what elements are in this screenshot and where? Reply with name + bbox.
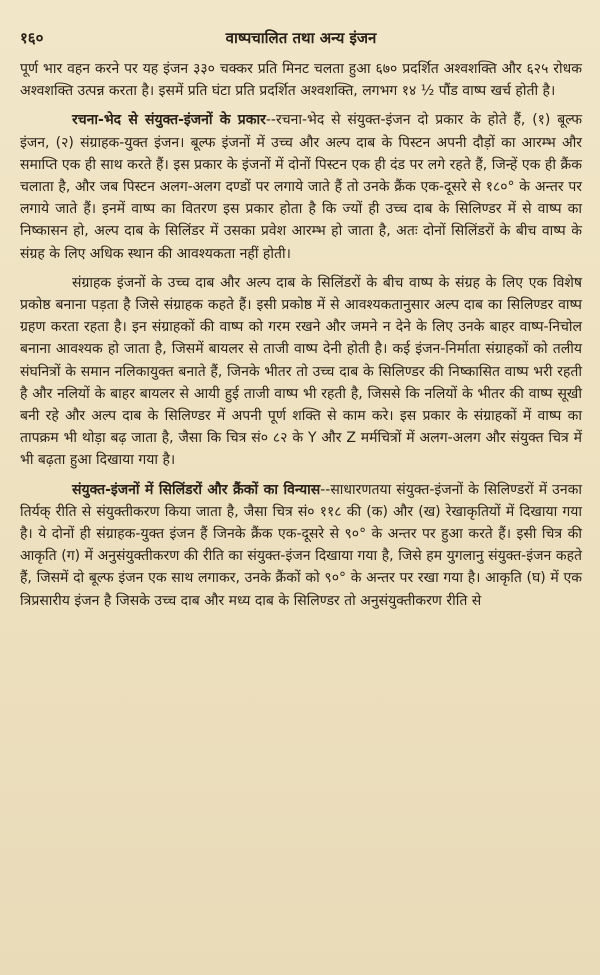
page-number: १६०: [20, 29, 44, 47]
paragraph-4: [20, 479, 582, 612]
page-header: [20, 28, 582, 58]
paragraph-3: [20, 272, 582, 472]
paragraph-4-text: --साधारणतया संयुक्त-इंजनों के सिलिण्डरों में उनका तिर्यक् रीति से संयुक्तीकरण किया जाता है, जैसा चित्र सं० ११८ की (क) और (ख) रेखाकृतियों में दिखाया गया है। ये दोनों ही संग्राहक-युक्त इंजन हैं जिनके क्रैंक एक-दूसरे से ९०° के अन्तर पर हुआ करते हैं। इसी चित्र की आकृति (ग) में अनुसंयुक्तीकरण की रीति का संयुक्त-इंजन दिखाया गया है, जिसे हम युगलानु संयुक्त-इंजन कहते हैं, जिसमें दो बूल्फ इंजन एक साथ लगाकर, उनके क्रैंकों को ९०° के अन्तर पर रखा गया है। आकृति (घ) में एक त्रिप्रसारीय इंजन है जिसके उच्च दाब और मध्य दाब के सिलिण्डर तो अनुसंयुक्तीकरण रीति से: [20, 481, 582, 609]
section-heading-cylinder-arrangement: संयुक्त-इंजनों में सिलिंडरों और क्रैंकों का विन्यास: [72, 481, 321, 498]
paragraph-2: [20, 109, 582, 264]
section-heading-construction-types: रचना-भेद से संयुक्त-इंजनों के प्रकार: [72, 112, 266, 129]
running-title: वाष्पचालित तथा अन्य इंजन: [225, 29, 377, 47]
paragraph-3-text: संग्राहक इंजनों के उच्च दाब और अल्प दाब के सिलिंडरों के बीच वाष्प के संग्रह के लिए एक विशेष प्रकोष्ठ बनाना पड़ता है जिसे संग्राहक कहते हैं। इसी प्रकोष्ठ में से आवश्यकतानुसार अल्प दाब का सिलिण्डर वाष्प ग्रहण करता रहता है। इन संग्राहकों की वाष्प को गरम रखने और जमने न देने के लिए उनके बाहर वाष्प-निचोल बनाना आवश्यक हो जाता है, जिसमें बायलर से ताजी वाष्प देनी होती है। कई इंजन-निर्माता संग्राहकों को तलीय संघनित्रों के समान नलिकायुक्त बनाते हैं, जिनके भीतर तो उच्च दाब के सिलिण्डर की निष्कासित वाष्प भरी रहती है और नलियों के बाहर बायलर से आयी हुई ताजी वाष्प भी रहती है, जिससे कि नलियों के भीतर की वाष्प सूखी बनी रहे और अल्प दाब के सिलिण्डर में अपनी पूर्ण शक्ति से काम करे। इस प्रकार के संग्राहकों में वाष्प का तापक्रम भी थोड़ा बढ़ जाता है, जैसा कि चित्र सं० ८२ के Y और Z मर्मचित्रों में अलग-अलग और संयुक्त चित्र में भी बढ़ता हुआ दिखाया गया है।: [20, 274, 582, 469]
paragraph-1: [20, 58, 582, 102]
body-text: [20, 58, 582, 612]
paragraph-1-text: पूर्ण भार वहन करने पर यह इंजन ३३० चक्कर प्रति मिनट चलता हुआ ६७० प्रदर्शित अश्वशक्ति और ६२५ रोधक अश्वशक्ति उत्पन्न करता है। इसमें प्रति घंटा प्रति प्रदर्शित अश्वशक्ति, लगभग १४ ½ पौंड वाष्प खर्च होती है।: [20, 61, 582, 100]
paragraph-2-text: --रचना-भेद से संयुक्त-इंजन दो प्रकार के होते हैं, (१) बूल्फ इंजन, (२) संग्राहक-युक्त इंजन। बूल्फ इंजनों में उच्च और अल्प दाब के पिस्टन अपनी दौड़ों का आरम्भ और समाप्ति एक ही साथ करते हैं। इस प्रकार के इंजनों में दोनों पिस्टन एक ही दंड पर लगे रहते हैं, जिन्हें एक ही क्रैंक चलाता है, और जब पिस्टन अलग-अलग दण्डों पर लगाये जाते हैं तो उनके क्रैंक एक-दूसरे से १८०° के अन्तर पर लगाये जाते हैं। इनमें वाष्प का वितरण इस प्रकार होता है कि ज्यों ही उच्च दाब के सिलिण्डर में से वाष्प का निष्कासन हो, अल्प दाब के सिलिंडर में उसका प्रवेश आरम्भ हो जाता है, अतः दोनों सिलिंडरों के बीच वाष्प के संग्रह के लिए अधिक स्थान की आवश्यकता नहीं होती।: [20, 112, 583, 262]
